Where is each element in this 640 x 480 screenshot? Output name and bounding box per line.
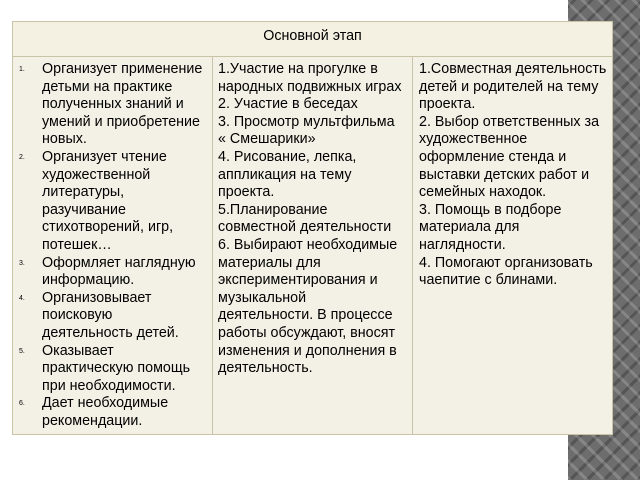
text-line: поисковую: [42, 307, 113, 324]
text-line: информацию.: [42, 272, 135, 289]
list-number: 5.: [19, 347, 25, 355]
text-line: 3. Просмотр мультфильма: [218, 113, 395, 130]
text-line: проекта.: [218, 184, 275, 201]
text-line: Дает необходимые: [42, 395, 169, 412]
text-line: потешек…: [42, 236, 112, 253]
text-line: Оказывает: [42, 342, 114, 359]
text-line: работы обсуждают, вносят: [218, 324, 396, 341]
text-line: 3. Помощь в подборе: [419, 201, 562, 218]
text-line: Организует чтение: [42, 148, 167, 165]
text-line: разучивание: [42, 201, 126, 218]
text-line: экспериментирования и: [218, 272, 378, 289]
text-line: 5.Планирование: [218, 201, 328, 218]
text-line: художественной: [42, 166, 151, 183]
text-line: Оформляет наглядную: [42, 254, 196, 271]
text-line: 4. Рисование, лепка,: [218, 148, 357, 165]
text-line: детьми на практике: [42, 78, 173, 95]
text-line: художественное: [419, 131, 528, 148]
parents-actions-cell: [413, 57, 613, 435]
text-line: музыкальной: [218, 289, 307, 306]
text-line: деятельности. В процессе: [218, 307, 393, 324]
text-line: народных подвижных играх: [218, 78, 402, 95]
list-item: [13, 290, 208, 343]
teacher-actions-cell: [13, 57, 213, 435]
stage-table: [12, 21, 613, 435]
text-line: Организовывает: [42, 289, 152, 306]
text-line: 1.Совместная деятельность: [419, 61, 607, 77]
text-line: при необходимости.: [42, 377, 176, 394]
text-line: материала для: [419, 219, 520, 236]
text-line: аппликация на тему: [218, 166, 352, 183]
header-row: [13, 22, 613, 57]
text-line: полученных знаний и: [42, 96, 184, 113]
text-line: изменения и дополнения в: [218, 342, 397, 359]
text-line: 4. Помогают организовать: [419, 254, 593, 271]
text-line: 2. Участие в беседах: [218, 96, 358, 113]
text-line: выставки детских работ и: [419, 166, 590, 183]
text-line: совместной деятельности: [218, 219, 392, 236]
text-line: материалы для: [218, 254, 321, 271]
text-line: наглядности.: [419, 236, 506, 253]
text-line: 6. Выбирают необходимые: [218, 236, 398, 253]
list-item: [13, 395, 208, 430]
text-line: « Смешарики»: [218, 131, 316, 148]
text-line: новых.: [42, 131, 87, 148]
list-number: 2.: [19, 153, 25, 161]
text-line: оформление стенда и: [419, 148, 567, 165]
text-line: деятельность детей.: [42, 324, 179, 341]
text-line: 1.Участие на прогулке в: [218, 61, 378, 77]
text-line: деятельность.: [218, 360, 313, 377]
list-item: [13, 149, 208, 255]
list-number: 4.: [19, 294, 25, 302]
text-line: семейных находок.: [419, 184, 547, 201]
list-item: [13, 255, 208, 290]
text-line: практическую помощь: [42, 360, 191, 377]
text-line: стихотворений, игр,: [42, 219, 174, 236]
text-line: рекомендации.: [42, 412, 143, 429]
content-row: [13, 57, 613, 435]
list-number: 6.: [19, 400, 25, 408]
list-item: [13, 61, 208, 149]
list-item: [13, 343, 208, 396]
text-line: литературы,: [42, 184, 125, 201]
children-actions-cell: [213, 57, 413, 435]
text-line: Организует применение: [42, 61, 203, 77]
text-line: умений и приобретение: [42, 113, 200, 130]
list-number: 1.: [19, 66, 25, 73]
text-line: проекта.: [419, 96, 476, 113]
table-header: Основной этап: [13, 22, 613, 57]
text-line: 2. Выбор ответственных за: [419, 113, 600, 130]
list-number: 3.: [19, 259, 25, 267]
text-line: чаепитие с блинами.: [419, 272, 558, 289]
teacher-actions-list: [13, 61, 208, 430]
text-line: детей и родителей на тему: [419, 78, 599, 95]
